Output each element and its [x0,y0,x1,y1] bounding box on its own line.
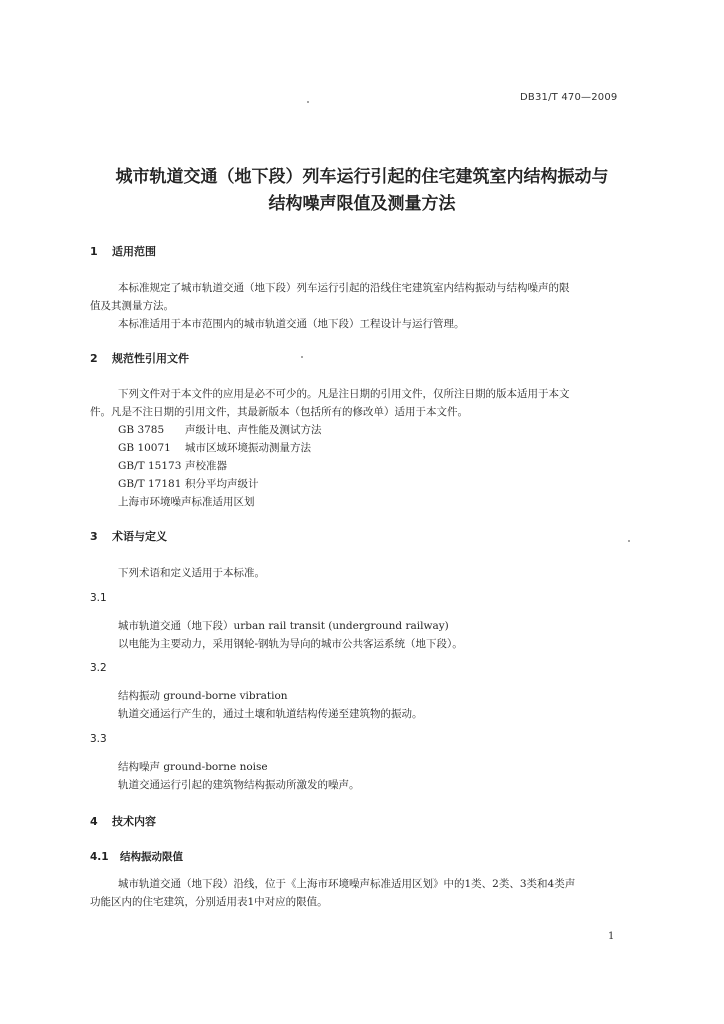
section-title: 规范性引用文件 [112,352,189,365]
paragraph-line: 本标准适用于本市范围内的城市轨道交通（地下段）工程设计与运行管理。 [118,318,465,330]
term-name: 城市轨道交通（地下段）urban rail transit (underground railway) [118,620,449,632]
term-name: 结构振动 ground-borne vibration [118,690,288,702]
paragraph-line: 功能区内的住宅建筑，分别适用表1中对应的限值。 [90,896,328,908]
scan-speck [301,356,303,358]
section-4-heading [90,813,156,829]
section-number: 2 [90,352,98,365]
reference-title: 声校准器 [185,460,227,472]
clause-number: 3.3 [90,733,107,745]
term-definition: 轨道交通运行引起的建筑物结构振动所激发的噪声。 [118,779,360,791]
subsection-4-1-heading [90,849,183,864]
paragraph-line: 件。凡是不注日期的引用文件，其最新版本（包括所有的修改单）适用于本文件。 [90,406,468,418]
section-title: 技术内容 [112,815,156,828]
reference-code: GB/T 15173 [118,460,182,472]
clause-number: 3.2 [90,662,107,674]
section-1-heading [90,243,156,259]
reference-title: 城市区域环境振动测量方法 [185,442,311,454]
paragraph-line: 下列术语和定义适用于本标准。 [118,567,265,579]
scan-speck [628,540,630,542]
section-number: 4 [90,815,98,828]
document-title-line1: 城市轨道交通（地下段）列车运行引起的住宅建筑室内结构振动与 [115,167,609,187]
section-3-heading [90,528,167,544]
paragraph-line: 下列文件对于本文件的应用是必不可少的。凡是注日期的引用文件，仅所注日期的版本适用于本文 [118,388,570,400]
standard-code: DB31/T 470—2009 [520,92,618,103]
reference-item [118,422,322,437]
reference-item [118,440,311,455]
section-number: 3 [90,530,98,543]
reference-item [118,458,227,473]
paragraph-line: 本标准规定了城市轨道交通（地下段）列车运行引起的沿线住宅建筑室内结构振动与结构噪声的限 [118,282,570,294]
paragraph-line: 城市轨道交通（地下段）沿线，位于《上海市环境噪声标准适用区划》中的1类、2类、3类和4类声 [118,878,576,890]
reference-title: 声级计电、声性能及测试方法 [185,424,322,436]
scan-speck [307,101,309,103]
reference-title: 积分平均声级计 [185,478,259,490]
reference-item [118,476,259,491]
subsection-number: 4.1 [90,851,109,863]
section-2-heading [90,350,189,366]
term-name: 结构噪声 ground-borne noise [118,761,268,773]
clause-number: 3.1 [90,592,107,604]
reference-code: GB 10071 [118,442,171,454]
subsection-title: 结构振动限值 [120,851,183,863]
reference-code: GB 3785 [118,424,165,436]
section-title: 适用范围 [112,245,156,258]
reference-code: GB/T 17181 [118,478,182,490]
term-definition: 轨道交通运行产生的，通过土壤和轨道结构传递至建筑物的振动。 [118,708,423,720]
section-title: 术语与定义 [112,530,167,543]
reference-item: 上海市环境噪声标准适用区划 [118,496,255,508]
document-title-line2: 结构噪声限值及测量方法 [268,194,456,214]
section-number: 1 [90,245,98,258]
paragraph-line: 值及其测量方法。 [90,300,174,312]
term-definition: 以电能为主要动力，采用钢轮-钢轨为导向的城市公共客运系统（地下段）。 [118,638,463,650]
page-number: 1 [608,931,615,942]
